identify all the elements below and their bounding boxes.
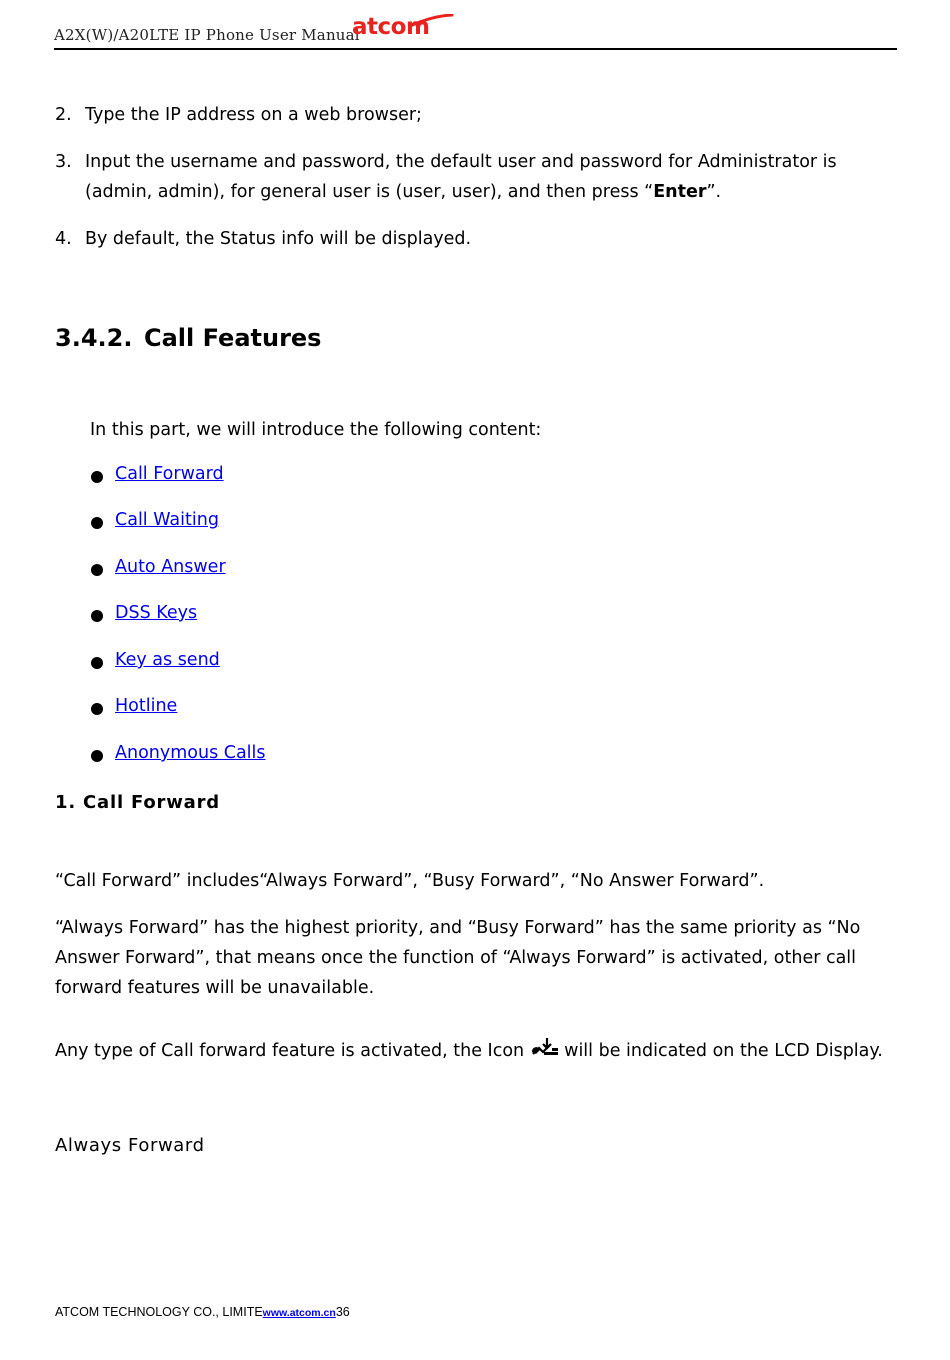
link-hotline[interactable]: Hotline — [115, 696, 178, 716]
enter-keyword: Enter — [653, 182, 707, 202]
page-footer — [55, 1305, 350, 1319]
step-text: Type the IP address on a web browser; — [85, 105, 422, 125]
icon-paragraph — [55, 1034, 883, 1066]
icon-paragraph-pre: Any type of Call forward feature is activated, the Icon — [55, 1041, 525, 1061]
bullet-icon — [91, 517, 103, 529]
always-forward-subheading: Always Forward — [55, 1135, 205, 1156]
section-heading — [55, 324, 321, 352]
atcom-logo — [352, 14, 452, 44]
bullet-icon — [91, 471, 103, 483]
link-call-forward[interactable]: Call Forward — [115, 464, 224, 484]
link-anonymous-calls[interactable]: Anonymous Calls — [115, 743, 266, 763]
footer-website-link[interactable]: www.atcom.cn — [262, 1307, 336, 1319]
logo-swoosh-icon — [408, 14, 454, 28]
link-auto-answer[interactable]: Auto Answer — [115, 557, 226, 577]
step-text-segment: (admin, admin), for general user is (user, user), and then press “ — [85, 182, 654, 202]
step-number: 4. — [55, 229, 72, 249]
header-title: A2X(W)/A20LTE IP Phone User Manual — [54, 26, 360, 44]
priority-paragraph-line: Answer Forward”, that means once the function of “Always Forward” is activated, other call — [55, 948, 857, 968]
bullet-icon — [91, 703, 103, 715]
link-key-as-send[interactable]: Key as send — [115, 650, 220, 670]
section-intro: In this part, we will introduce the following content: — [90, 420, 542, 440]
bullet-icon — [91, 564, 103, 576]
icon-paragraph-post: will be indicated on the LCD Display. — [564, 1041, 883, 1061]
call-forward-paragraph: “Call Forward” includes“Always Forward”, “Busy Forward”, “No Answer Forward”. — [55, 871, 765, 891]
step-text: By default, the Status info will be displayed. — [85, 229, 472, 249]
logo-text: atcom — [352, 14, 430, 40]
footer-company: ATCOM TECHNOLOGY CO., LIMITE — [55, 1305, 263, 1319]
link-call-waiting[interactable]: Call Waiting — [115, 510, 219, 530]
section-number: 3.4.2. — [55, 324, 133, 352]
step-text-segment: ”. — [706, 182, 722, 202]
page-header — [54, 12, 897, 50]
bullet-icon — [91, 610, 103, 622]
page-number: 36 — [335, 1305, 350, 1319]
bullet-icon — [91, 750, 103, 762]
step-text-line: Input the username and password, the default user and password for Administrator is — [85, 152, 837, 172]
section-title: Call Features — [144, 324, 322, 352]
step-text-line — [85, 177, 721, 207]
step-number: 2. — [55, 105, 72, 125]
priority-paragraph-line: “Always Forward” has the highest priority, and “Busy Forward” has the same priority as “No — [55, 918, 861, 938]
bullet-icon — [91, 657, 103, 669]
call-forward-heading: 1. Call Forward — [55, 792, 220, 813]
step-number: 3. — [55, 152, 72, 172]
call-forward-icon — [530, 1034, 560, 1058]
link-dss-keys[interactable]: DSS Keys — [115, 603, 198, 623]
priority-paragraph-line: forward features will be unavailable. — [55, 978, 375, 998]
